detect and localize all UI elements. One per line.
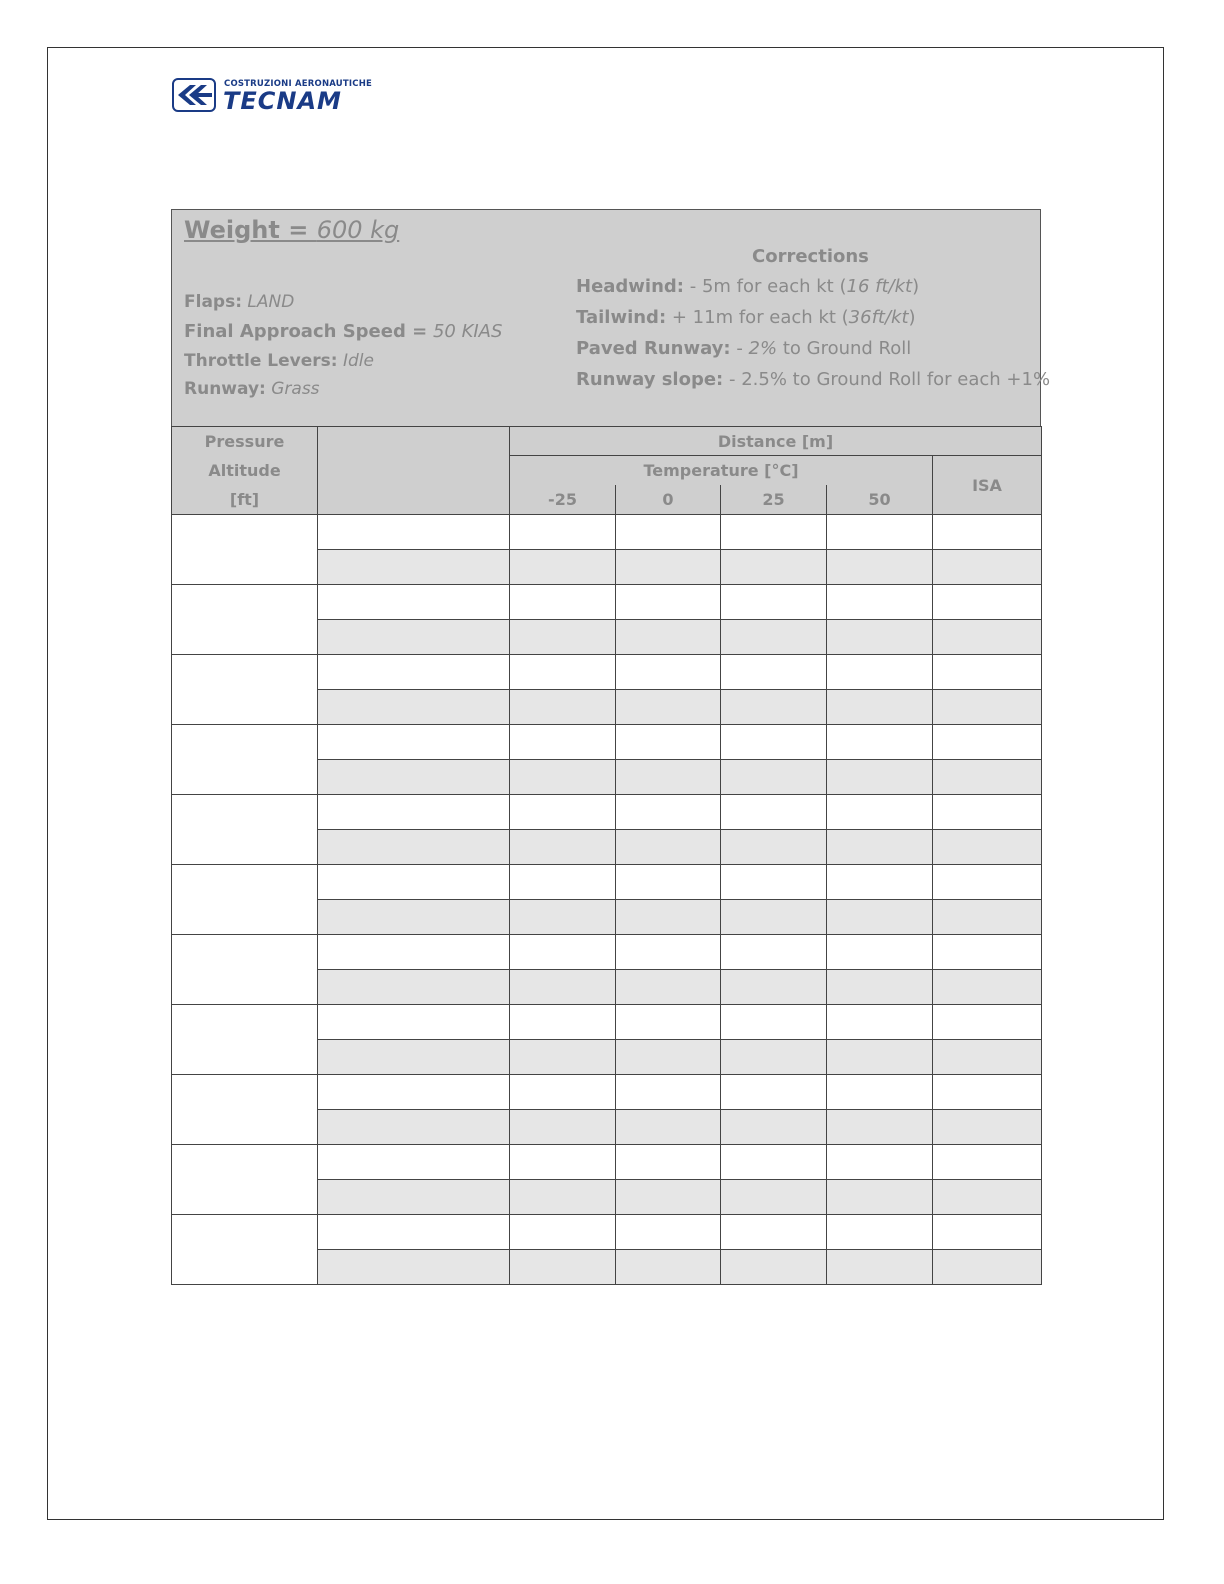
distance-cell [616,1040,721,1075]
distance-cell [721,1075,827,1110]
distance-cell [510,515,616,550]
distance-cell [933,550,1042,585]
row-label-cell [318,515,510,550]
distance-cell [721,1005,827,1040]
throttle-line: Throttle Levers: Idle [184,351,374,371]
table-row [172,865,1042,900]
distance-cell [616,935,721,970]
table-row [172,935,1042,970]
distance-cell [616,1075,721,1110]
distance-cell [721,1145,827,1180]
distance-cell [616,760,721,795]
distance-cell [827,550,933,585]
distance-cell [933,1110,1042,1145]
altitude-cell [172,725,318,795]
distance-cell [510,760,616,795]
distance-cell [616,865,721,900]
distance-cell [827,1110,933,1145]
row-label-cell [318,760,510,795]
flaps-line: Flaps: LAND [184,292,295,312]
header-temp-col: 0 [616,485,721,515]
distance-cell [721,830,827,865]
distance-cell [510,690,616,725]
distance-cell [721,865,827,900]
distance-cell [933,1180,1042,1215]
distance-cell [510,1215,616,1250]
distance-cell [827,620,933,655]
distance-cell [827,865,933,900]
distance-cell [721,1110,827,1145]
distance-cell [510,550,616,585]
distance-cell [933,620,1042,655]
distance-cell [510,795,616,830]
distance-cell [933,725,1042,760]
distance-cell [933,1040,1042,1075]
distance-cell [721,1040,827,1075]
paved-runway-correction: Paved Runway: - 2% to Ground Roll [576,338,912,359]
distance-cell [616,1005,721,1040]
altitude-cell [172,585,318,655]
distance-cell [721,1180,827,1215]
distance-cell [721,1215,827,1250]
altitude-cell [172,655,318,725]
runway-slope-correction: Runway slope: - 2.5% to Ground Roll for each +1% [576,369,1051,390]
approach-speed-line: Final Approach Speed = 50 KIAS [184,321,503,342]
row-label-cell [318,1110,510,1145]
tecnam-logo [172,78,373,118]
row-label-cell [318,655,510,690]
table-row [172,795,1042,830]
distance-cell [616,970,721,1005]
distance-cell [510,1250,616,1285]
table-row [172,515,1042,550]
distance-cell [510,725,616,760]
header-blank [318,427,510,515]
altitude-cell [172,1005,318,1075]
row-label-cell [318,1250,510,1285]
distance-cell [721,550,827,585]
distance-cell [616,1145,721,1180]
distance-cell [510,900,616,935]
distance-cell [616,830,721,865]
distance-cell [933,760,1042,795]
altitude-cell [172,515,318,585]
distance-cell [510,865,616,900]
distance-cell [827,795,933,830]
runway-line: Runway: Grass [184,379,320,399]
table-row [172,1145,1042,1180]
distance-cell [827,760,933,795]
row-label-cell [318,795,510,830]
row-label-cell [318,935,510,970]
distance-cell [510,1180,616,1215]
logo-wordmark: TECNAM [223,87,342,115]
distance-cell [510,830,616,865]
header-isa: ISA [933,456,1042,515]
altitude-cell [172,935,318,1005]
distance-cell [721,935,827,970]
distance-cell [827,970,933,1005]
header-temp-col: 50 [827,485,933,515]
table-body [172,515,1042,1285]
distance-cell [827,1215,933,1250]
row-label-cell [318,1075,510,1110]
distance-cell [827,900,933,935]
distance-cell [827,1040,933,1075]
table-row [172,1215,1042,1250]
row-label-cell [318,1145,510,1180]
row-label-cell [318,865,510,900]
distance-cell [827,935,933,970]
row-label-cell [318,970,510,1005]
table-row [172,1075,1042,1110]
table-row [172,585,1042,620]
distance-cell [510,585,616,620]
distance-cell [933,655,1042,690]
distance-cell [933,1005,1042,1040]
table-row [172,655,1042,690]
distance-cell [721,795,827,830]
distance-cell [721,655,827,690]
distance-cell [721,515,827,550]
distance-cell [510,1075,616,1110]
headwind-correction: Headwind: - 5m for each kt (16 ft/kt) [576,276,920,297]
distance-cell [616,550,721,585]
row-label-cell [318,725,510,760]
distance-cell [933,830,1042,865]
conditions-panel [171,209,1051,427]
distance-cell [721,970,827,1005]
distance-cell [616,585,721,620]
distance-cell [616,690,721,725]
distance-cell [933,865,1042,900]
distance-cell [933,900,1042,935]
distance-cell [721,1250,827,1285]
distance-cell [510,655,616,690]
distance-cell [827,1180,933,1215]
distance-cell [510,1005,616,1040]
distance-cell [933,1250,1042,1285]
distance-cell [827,585,933,620]
distance-cell [616,1110,721,1145]
distance-cell [827,1075,933,1110]
landing-distance-table [171,426,1042,1285]
row-label-cell [318,690,510,725]
header-temp-col: -25 [510,485,616,515]
distance-cell [827,1145,933,1180]
row-label-cell [318,620,510,655]
distance-cell [510,1040,616,1075]
distance-cell [510,1145,616,1180]
distance-cell [616,725,721,760]
row-label-cell [318,830,510,865]
distance-cell [933,515,1042,550]
altitude-cell [172,1215,318,1285]
distance-cell [616,1215,721,1250]
distance-cell [827,830,933,865]
distance-cell [721,760,827,795]
distance-cell [721,725,827,760]
distance-cell [721,900,827,935]
distance-cell [616,515,721,550]
header-temp-col: 25 [721,485,827,515]
distance-cell [616,1180,721,1215]
distance-cell [933,1215,1042,1250]
table-row [172,725,1042,760]
row-label-cell [318,585,510,620]
distance-cell [933,970,1042,1005]
distance-cell [827,1005,933,1040]
distance-cell [827,515,933,550]
distance-cell [933,935,1042,970]
distance-cell [933,1145,1042,1180]
distance-cell [616,900,721,935]
distance-cell [827,1250,933,1285]
altitude-cell [172,1145,318,1215]
distance-cell [827,655,933,690]
distance-cell [721,690,827,725]
distance-cell [510,1110,616,1145]
weight-heading: Weight = 600 kg [184,216,400,244]
table-row [172,1005,1042,1040]
distance-cell [721,585,827,620]
distance-cell [616,620,721,655]
distance-cell [933,585,1042,620]
header-distance: Distance [m] [510,427,1042,456]
distance-cell [933,1075,1042,1110]
row-label-cell [318,1040,510,1075]
altitude-cell [172,865,318,935]
distance-cell [510,970,616,1005]
header-temperature: Temperature [°C] [510,456,933,485]
distance-cell [827,690,933,725]
distance-cell [933,795,1042,830]
row-label-cell [318,1005,510,1040]
header-pressure-altitude: Pressure Altitude [ft] [172,427,318,515]
distance-cell [616,795,721,830]
distance-cell [510,620,616,655]
row-label-cell [318,900,510,935]
altitude-cell [172,1075,318,1145]
distance-cell [616,1250,721,1285]
distance-cell [510,935,616,970]
row-label-cell [318,1215,510,1250]
row-label-cell [318,1180,510,1215]
row-label-cell [318,550,510,585]
tailwind-correction: Tailwind: + 11m for each kt (36ft/kt) [576,307,916,328]
altitude-cell [172,795,318,865]
distance-cell [616,655,721,690]
distance-cell [721,620,827,655]
logo-tagline: COSTRUZIONI AERONAUTICHE [224,79,373,89]
distance-cell [827,725,933,760]
corrections-title: Corrections [752,246,869,267]
distance-cell [933,690,1042,725]
tecnam-chevron-icon [172,78,216,112]
